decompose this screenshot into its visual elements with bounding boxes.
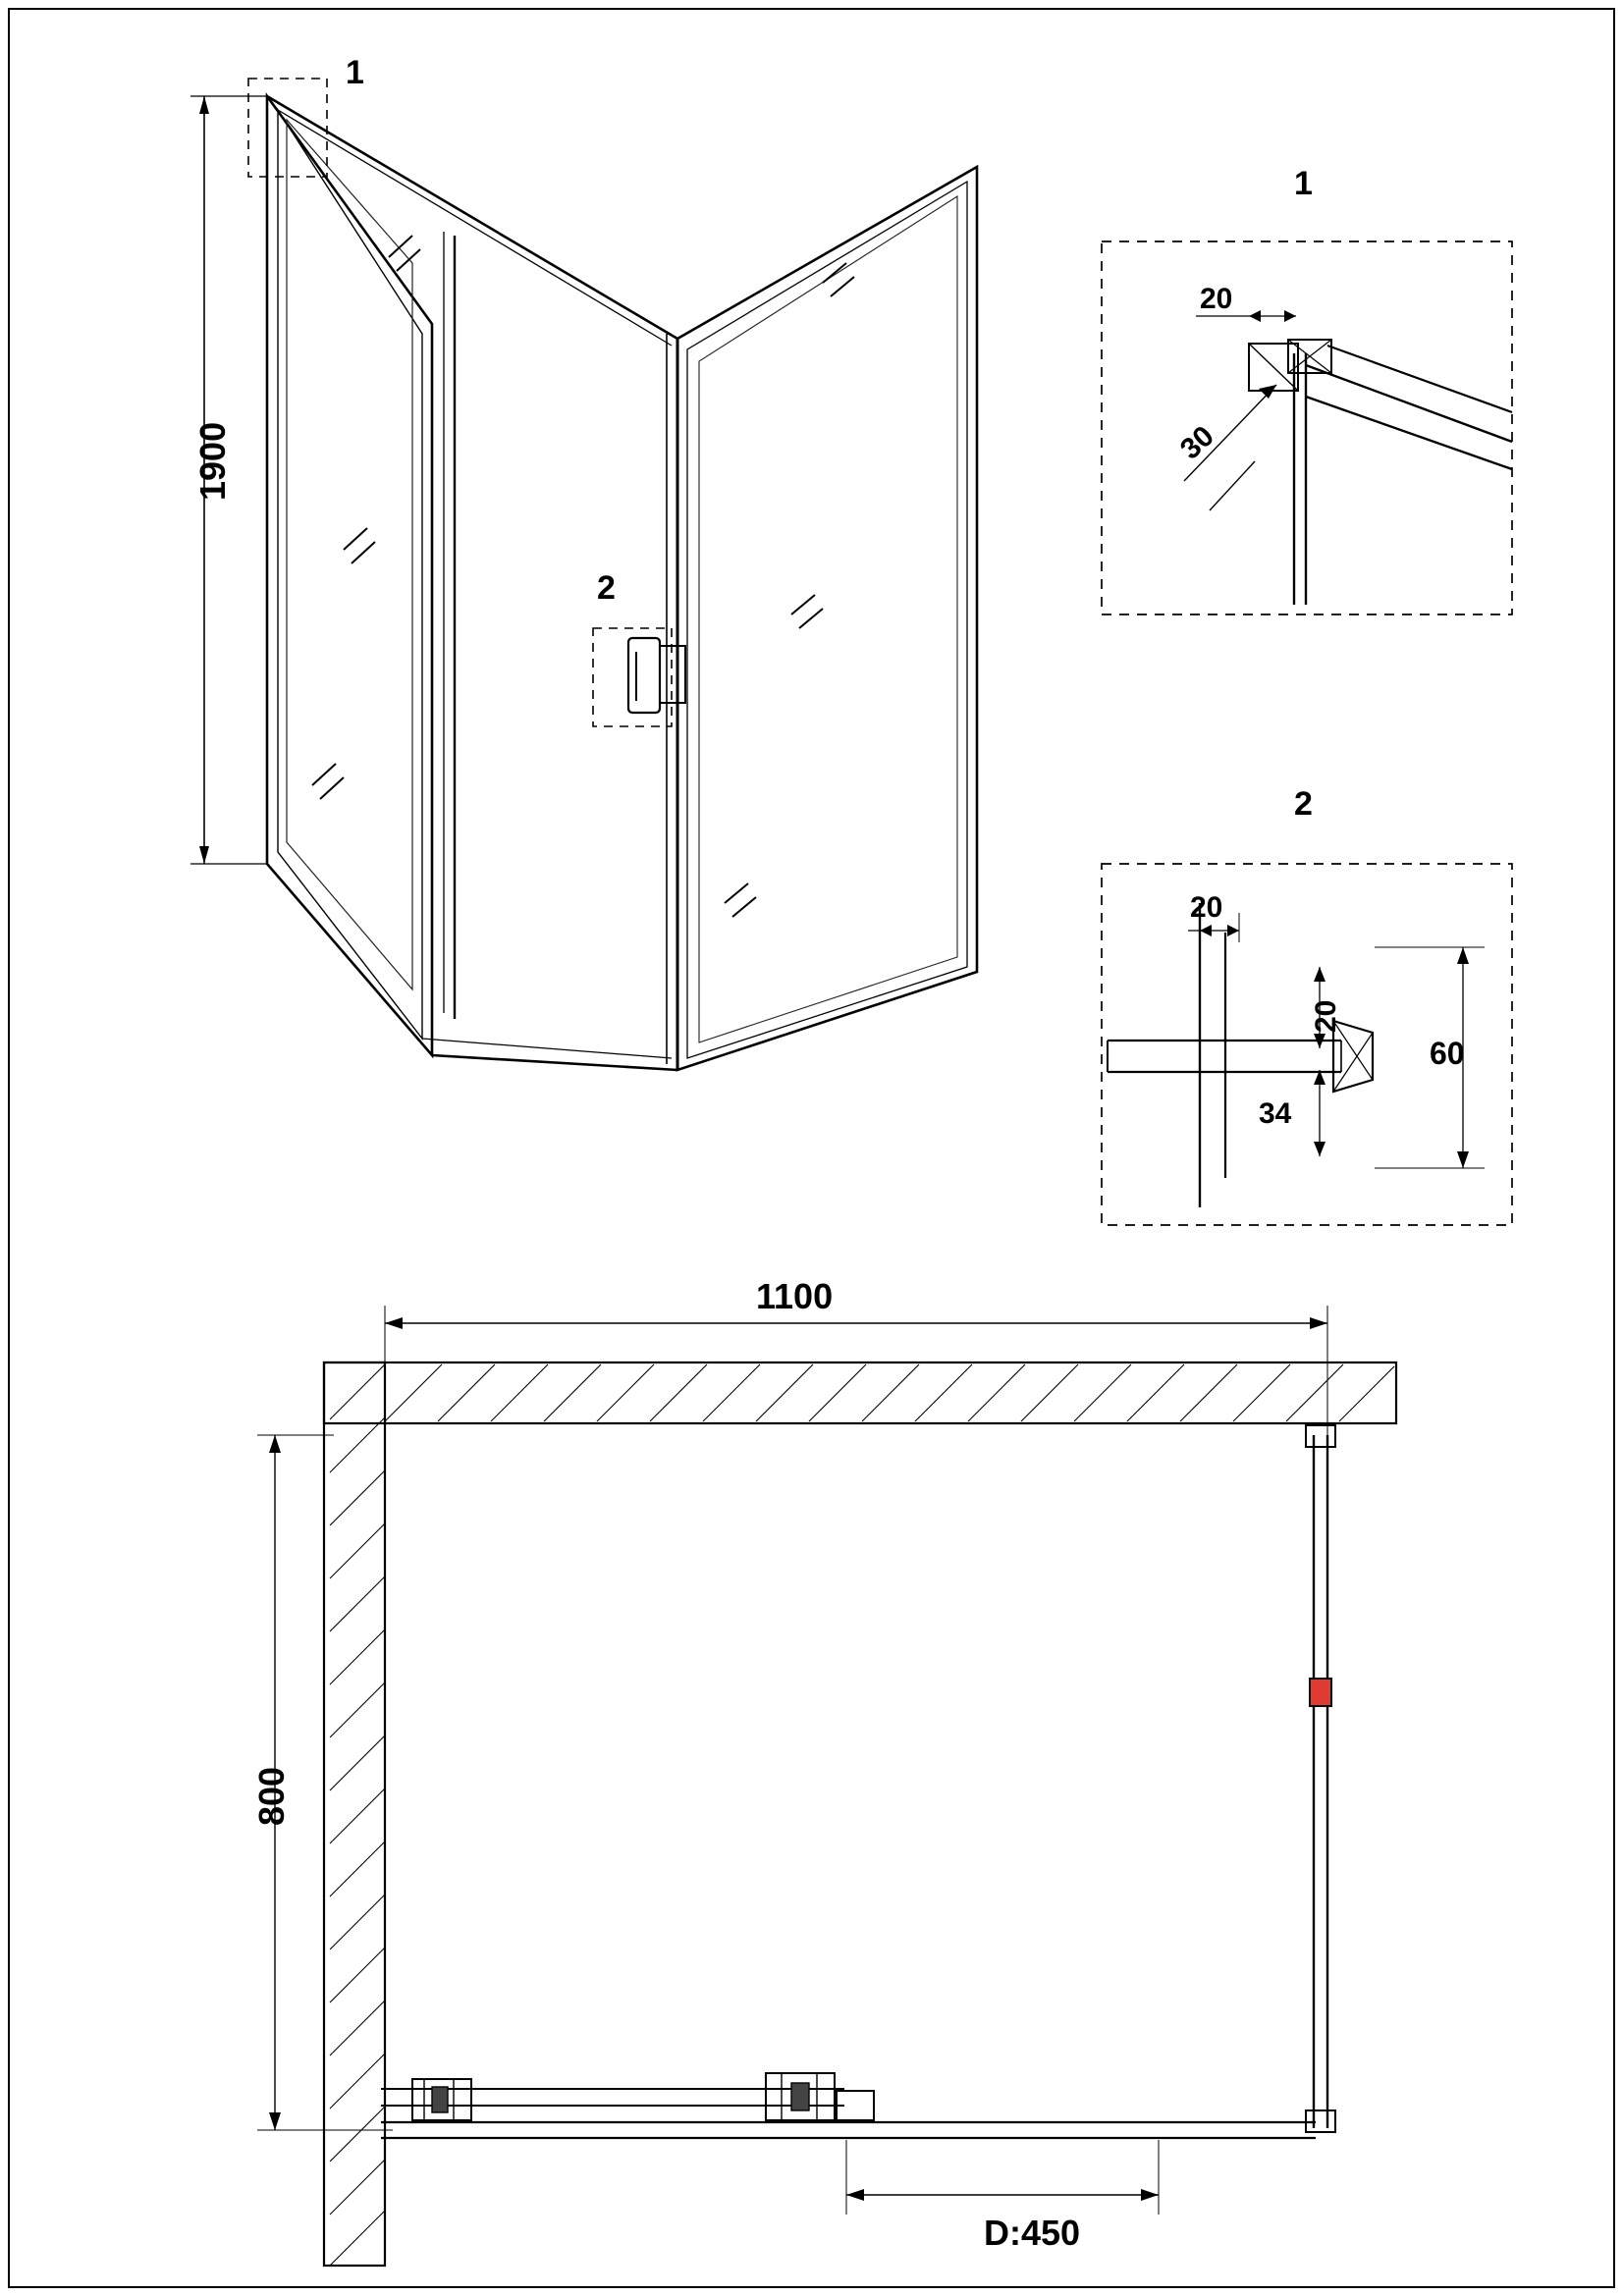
height-dimension-1900: 1900 bbox=[192, 421, 233, 501]
callout-2-label: 2 bbox=[597, 569, 616, 607]
detail-2-dim-34: 34 bbox=[1259, 1097, 1292, 1130]
plan-door-450: D:450 bbox=[984, 2213, 1081, 2253]
plan-width-1100: 1100 bbox=[756, 1276, 834, 1316]
plan-depth-800: 800 bbox=[251, 1766, 292, 1826]
detail-1-title: 1 bbox=[1294, 165, 1313, 202]
detail-1-dim-30: 30 bbox=[1174, 419, 1220, 466]
detail-2-dim-inner-20: 20 bbox=[1310, 999, 1342, 1033]
detail-2-title: 2 bbox=[1294, 785, 1313, 823]
detail-2-dim-top-20: 20 bbox=[1190, 891, 1223, 924]
detail-1-dim-20: 20 bbox=[1200, 283, 1233, 315]
callout-1-label: 1 bbox=[346, 54, 364, 91]
detail-2-dim-60: 60 bbox=[1430, 1036, 1465, 1071]
